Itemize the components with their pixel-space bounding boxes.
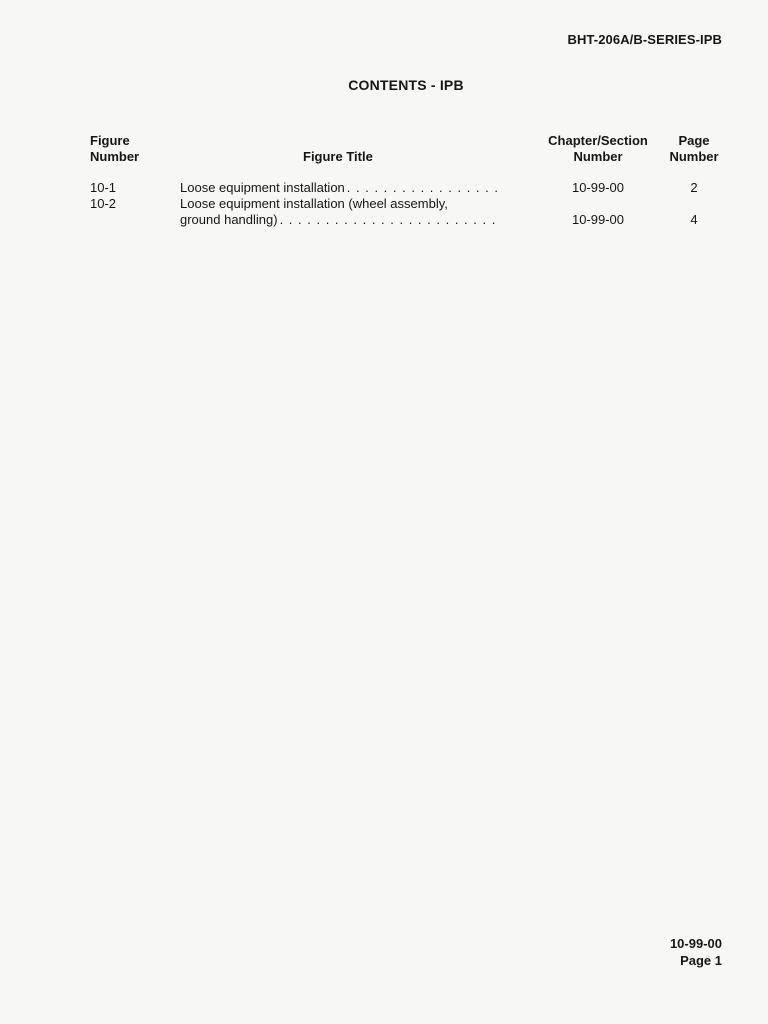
header-chapter-section-line-2: Number	[573, 149, 623, 164]
footer-section-code: 10-99-00	[669, 936, 722, 951]
header-figure-number	[90, 133, 139, 165]
figure-title[interactable]	[180, 196, 502, 228]
header-figure-title: Figure Title	[303, 149, 373, 164]
document-id: BHT-206A/B-SERIES-IPB	[567, 32, 722, 47]
header-figure-number-line-1: Figure	[90, 133, 130, 148]
figure-number: 10-1	[90, 180, 117, 195]
figure-title[interactable]	[180, 180, 502, 196]
page-title: CONTENTS - IPB	[348, 77, 464, 93]
header-chapter-section	[544, 133, 652, 165]
header-chapter-section-line-1: Chapter/Section	[548, 133, 648, 148]
figure-title-line: ground handling)	[180, 212, 278, 227]
figure-number: 10-2	[90, 196, 117, 211]
footer-page-label: Page 1	[680, 953, 722, 968]
header-page-number	[664, 133, 724, 165]
header-page-number-line-2: Number	[669, 149, 719, 164]
header-page-number-line-1: Page	[678, 133, 710, 148]
figure-title-line: Loose equipment installation	[180, 180, 345, 195]
header-figure-number-line-2: Number	[90, 149, 140, 164]
chapter-section-number: 10-99-00	[571, 212, 625, 227]
dot-leader	[347, 180, 502, 196]
figure-title-line: Loose equipment installation (wheel assembly,	[180, 196, 448, 211]
page-number: 4	[690, 212, 698, 227]
dot-leader	[280, 212, 502, 228]
chapter-section-number: 10-99-00	[571, 180, 625, 195]
page-number: 2	[690, 180, 698, 195]
